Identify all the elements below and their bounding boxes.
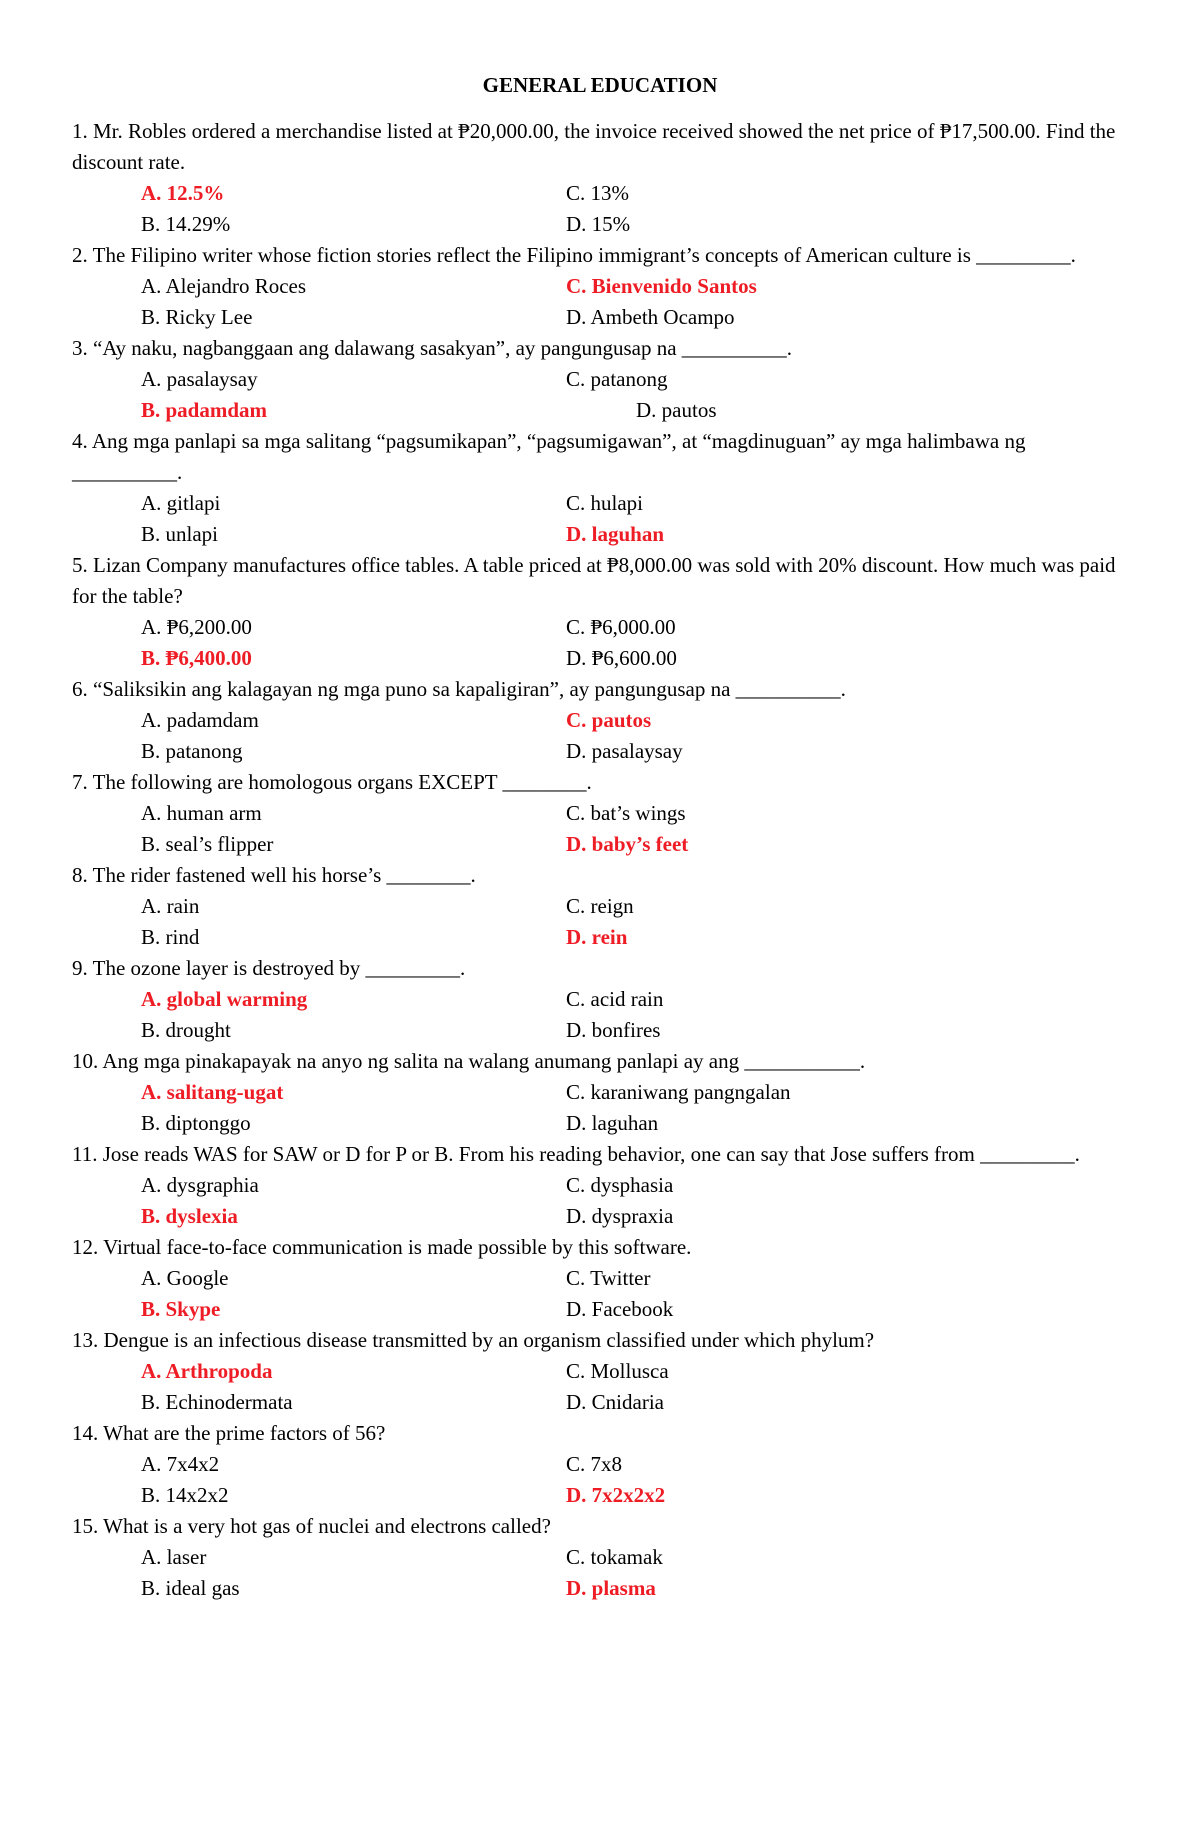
answer-options <box>72 705 1128 767</box>
answer-options <box>72 798 1128 860</box>
correct-answer-option: A. salitang-ugat <box>141 1080 284 1104</box>
answer-option: B. diptonggo <box>141 1111 251 1135</box>
correct-answer-option: A. global warming <box>141 987 308 1011</box>
question-item <box>72 1511 1128 1604</box>
answer-option: C. bat’s wings <box>566 801 686 825</box>
answer-option: B. 14x2x2 <box>141 1483 229 1507</box>
answer-option: A. laser <box>141 1545 207 1569</box>
answer-option: C. 13% <box>566 181 629 205</box>
answer-option: D. laguhan <box>566 1111 659 1135</box>
question-item <box>72 240 1128 333</box>
answer-option: B. 14.29% <box>141 212 231 236</box>
answer-option: C. 7x8 <box>566 1452 623 1476</box>
question-list <box>72 116 1128 1604</box>
answer-option: B. unlapi <box>141 522 218 546</box>
question-item <box>72 1232 1128 1325</box>
answer-option: A. Alejandro Roces <box>141 274 307 298</box>
answer-option: B. ideal gas <box>141 1576 240 1600</box>
answer-option: B. rind <box>141 925 200 949</box>
correct-answer-option: D. baby’s feet <box>566 832 689 856</box>
answer-options <box>72 1170 1128 1232</box>
answer-options <box>72 1077 1128 1139</box>
answer-option: D. Facebook <box>566 1297 674 1321</box>
question-text: 5. Lizan Company manufactures office tables. A table priced at ₱8,000.00 was sold with 20% discount. How much was paid for the table? <box>72 553 1116 608</box>
answer-option: B. Echinodermata <box>141 1390 293 1414</box>
page-title: GENERAL EDUCATION <box>482 73 718 97</box>
answer-option: C. hulapi <box>566 491 643 515</box>
answer-options <box>72 1542 1128 1604</box>
answer-option: A. rain <box>141 894 200 918</box>
correct-answer-option: B. padamdam <box>141 398 268 422</box>
answer-options <box>72 178 1128 240</box>
correct-answer-option: B. ₱6,400.00 <box>141 646 252 670</box>
answer-options <box>72 1356 1128 1418</box>
correct-answer-option: D. 7x2x2x2 <box>566 1483 666 1507</box>
answer-option: B. seal’s flipper <box>141 832 274 856</box>
question-item <box>72 1418 1128 1511</box>
question-item <box>72 116 1128 240</box>
question-text: 14. What are the prime factors of 56? <box>72 1421 386 1445</box>
question-item <box>72 550 1128 674</box>
answer-option: B. drought <box>141 1018 231 1042</box>
answer-option: C. acid rain <box>566 987 664 1011</box>
question-text: 6. “Saliksikin ang kalagayan ng mga puno sa kapaligiran”, ay pangungusap na __________. <box>72 677 846 701</box>
answer-option: A. ₱6,200.00 <box>141 615 252 639</box>
answer-option: D. Ambeth Ocampo <box>566 305 735 329</box>
correct-answer-option: B. Skype <box>141 1297 221 1321</box>
question-item <box>72 674 1128 767</box>
question-text: 8. The rider fastened well his horse’s ________. <box>72 863 476 887</box>
answer-option: A. padamdam <box>141 708 259 732</box>
correct-answer-option: D. laguhan <box>566 522 665 546</box>
answer-options <box>72 984 1128 1046</box>
question-text: 3. “Ay naku, nagbanggaan ang dalawang sasakyan”, ay pangungusap na __________. <box>72 336 793 360</box>
answer-option: A. dysgraphia <box>141 1173 259 1197</box>
answer-option: D. ₱6,600.00 <box>566 646 677 670</box>
question-text: 13. Dengue is an infectious disease transmitted by an organism classified under which phylum? <box>72 1328 875 1352</box>
answer-option: A. human arm <box>141 801 262 825</box>
answer-option: A. 7x4x2 <box>141 1452 220 1476</box>
question-item <box>72 953 1128 1046</box>
answer-option: A. gitlapi <box>141 491 221 515</box>
answer-option: D. pasalaysay <box>566 739 683 763</box>
answer-options <box>72 1449 1128 1511</box>
correct-answer-option: D. rein <box>566 925 628 949</box>
correct-answer-option: B. dyslexia <box>141 1204 238 1228</box>
question-text: 2. The Filipino writer whose fiction stories reflect the Filipino immigrant’s concepts of American culture is _________. <box>72 243 1076 267</box>
answer-options <box>72 488 1128 550</box>
answer-options <box>72 364 1128 426</box>
correct-answer-option: C. Bienvenido Santos <box>566 274 757 298</box>
answer-option: D. Cnidaria <box>566 1390 664 1414</box>
correct-answer-option: A. 12.5% <box>141 181 225 205</box>
question-text: 11. Jose reads WAS for SAW or D for P or B. From his reading behavior, one can say that Jose suffers from _________. <box>72 1142 1080 1166</box>
correct-answer-option: D. plasma <box>566 1576 656 1600</box>
answer-option: B. patanong <box>141 739 243 763</box>
question-item <box>72 1046 1128 1139</box>
answer-option: B. Ricky Lee <box>141 305 253 329</box>
answer-option: D. pautos <box>636 398 717 422</box>
correct-answer-option: C. pautos <box>566 708 652 732</box>
answer-option: C. Mollusca <box>566 1359 669 1383</box>
answer-options <box>72 612 1128 674</box>
answer-option: C. patanong <box>566 367 668 391</box>
question-text: 7. The following are homologous organs EXCEPT ________. <box>72 770 592 794</box>
question-item <box>72 1325 1128 1418</box>
answer-option: C. ₱6,000.00 <box>566 615 676 639</box>
answer-option: C. Twitter <box>566 1266 651 1290</box>
answer-option: A. pasalaysay <box>141 367 258 391</box>
question-text: 1. Mr. Robles ordered a merchandise listed at ₱20,000.00, the invoice received showed the net price of ₱17,500.00. Find the discount rate. <box>72 119 1116 174</box>
question-text: 12. Virtual face-to-face communication is made possible by this software. <box>72 1235 692 1259</box>
answer-options <box>72 271 1128 333</box>
answer-option: D. bonfires <box>566 1018 661 1042</box>
correct-answer-option: A. Arthropoda <box>141 1359 273 1383</box>
question-text: 9. The ozone layer is destroyed by _________. <box>72 956 466 980</box>
answer-option: C. tokamak <box>566 1545 663 1569</box>
answer-options <box>72 1263 1128 1325</box>
answer-options <box>72 891 1128 953</box>
question-item <box>72 1139 1128 1232</box>
answer-option: C. karaniwang pangngalan <box>566 1080 791 1104</box>
question-item <box>72 426 1128 550</box>
question-text: 4. Ang mga panlapi sa mga salitang “pagsumikapan”, “pagsumigawan”, at “magdinuguan” ay mga halimbawa ng __________. <box>72 429 1026 484</box>
answer-option: A. Google <box>141 1266 229 1290</box>
answer-option: D. dyspraxia <box>566 1204 674 1228</box>
answer-option: D. 15% <box>566 212 631 236</box>
question-text: 10. Ang mga pinakapayak na anyo ng salita na walang anumang panlapi ay ang ___________. <box>72 1049 866 1073</box>
answer-option: C. reign <box>566 894 634 918</box>
question-item <box>72 767 1128 860</box>
question-item <box>72 333 1128 426</box>
question-item <box>72 860 1128 953</box>
question-text: 15. What is a very hot gas of nuclei and electrons called? <box>72 1514 551 1538</box>
answer-option: C. dysphasia <box>566 1173 674 1197</box>
